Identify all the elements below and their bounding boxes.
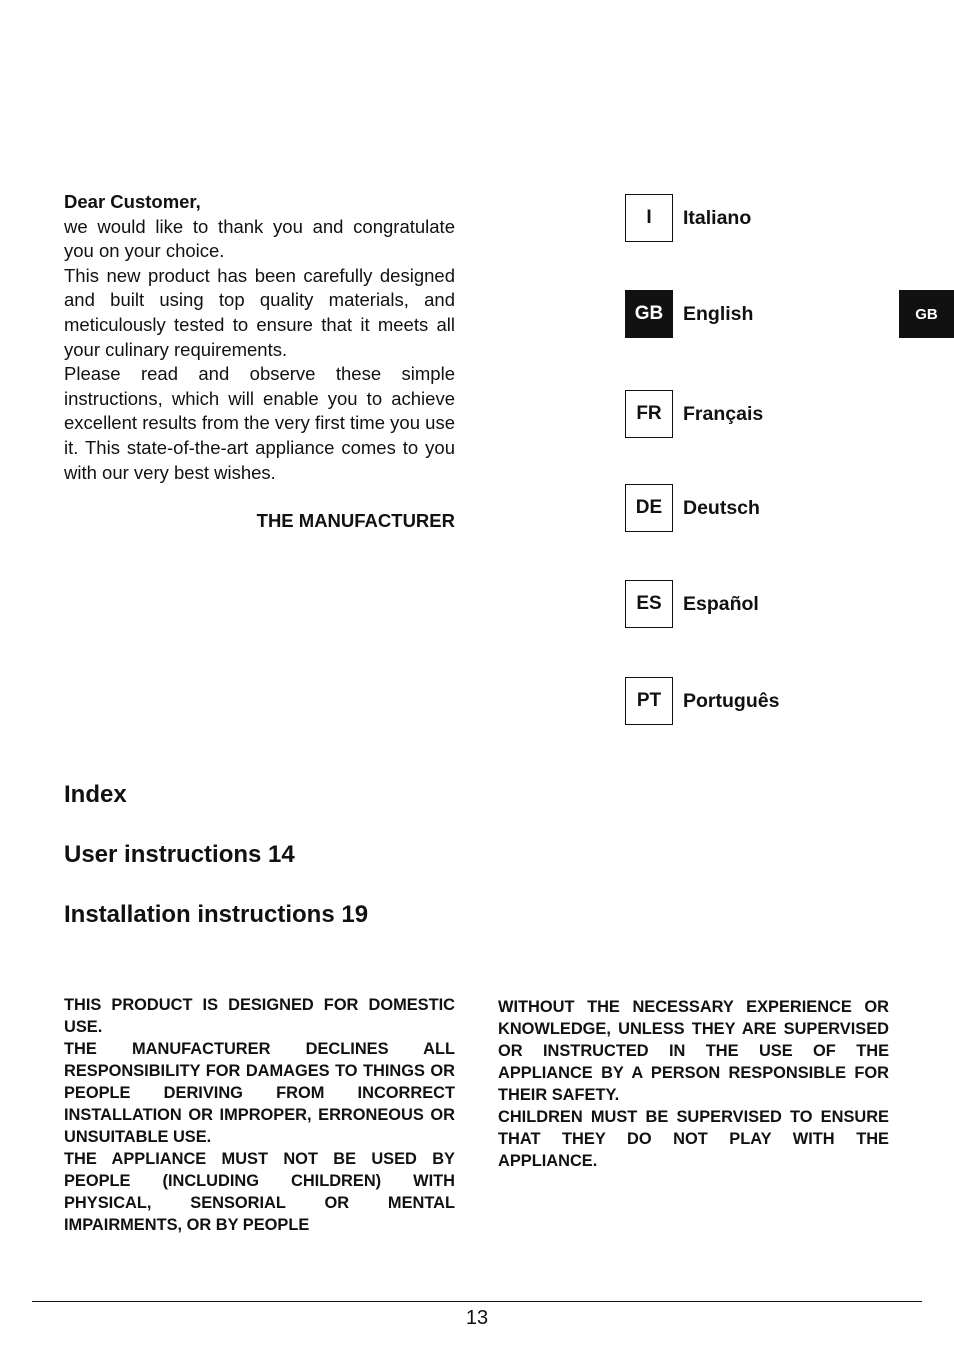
language-code-box: PT bbox=[625, 677, 673, 725]
language-name: Deutsch bbox=[683, 497, 760, 519]
salutation: Dear Customer, bbox=[64, 191, 201, 212]
warning-paragraph: CHILDREN MUST BE SUPERVISED TO ENSURE THAT THEY DO NOT PLAY WITH THE APPLIANCE. bbox=[498, 1108, 889, 1170]
greeting-paragraph: we would like to thank you and congratulate you on your choice. bbox=[64, 215, 455, 262]
language-code-box: DE bbox=[625, 484, 673, 532]
index-entry-user-instructions[interactable]: User instructions 14 bbox=[64, 841, 295, 868]
greeting-paragraph: Please read and observe these simple instructions, which will enable you to achieve excellent results from the very first time you use it. This state-of-the-art appliance comes to you with our very best wishes. bbox=[64, 363, 455, 483]
safety-warning-left bbox=[64, 994, 455, 1236]
language-code-box: ES bbox=[625, 580, 673, 628]
warning-paragraph: THIS PRODUCT IS DESIGNED FOR DOMESTIC USE. bbox=[64, 996, 455, 1036]
index-title: Index bbox=[64, 781, 127, 808]
language-tab: GB bbox=[899, 290, 954, 338]
signoff: THE MANUFACTURER bbox=[256, 510, 455, 532]
language-name: Français bbox=[683, 403, 764, 425]
safety-warning-right bbox=[498, 996, 889, 1172]
page-number: 13 bbox=[465, 1307, 489, 1329]
warning-paragraph: WITHOUT THE NECESSARY EXPERIENCE OR KNOWLEDGE, UNLESS THEY ARE SUPERVISED OR INSTRUCTED IN THE USE OF THE APPLIANCE BY A PERSON RESPONSIBLE FOR THEIR SAFETY. bbox=[498, 998, 889, 1104]
warning-paragraph: THE MANUFACTURER DECLINES ALL RESPONSIBILITY FOR DAMAGES TO THINGS OR PEOPLE DERIVING FROM INCORRECT INSTALLATION OR IMPROPER, ERRONEOUS OR UNSUITABLE USE. bbox=[64, 1040, 455, 1146]
warning-paragraph: THE APPLIANCE MUST NOT BE USED BY PEOPLE (INCLUDING CHILDREN) WITH PHYSICAL, SENSORIAL OR MENTAL IMPAIRMENTS, OR BY PEOPLE bbox=[64, 1150, 455, 1234]
greeting-paragraph: This new product has been carefully designed and built using top quality materials, and meticulously tested to ensure that it meets all your culinary requirements. bbox=[64, 264, 455, 360]
language-code-box: I bbox=[625, 194, 673, 242]
language-code-box-active: GB bbox=[625, 290, 673, 338]
footer-divider bbox=[32, 1301, 922, 1302]
index-entry-installation-instructions[interactable]: Installation instructions 19 bbox=[64, 901, 369, 928]
language-name: Italiano bbox=[683, 207, 752, 229]
language-code-box: FR bbox=[625, 390, 673, 438]
language-name: English bbox=[683, 303, 754, 325]
language-name: Português bbox=[683, 690, 780, 712]
greeting-letter bbox=[64, 190, 455, 534]
language-name: Español bbox=[683, 593, 759, 615]
